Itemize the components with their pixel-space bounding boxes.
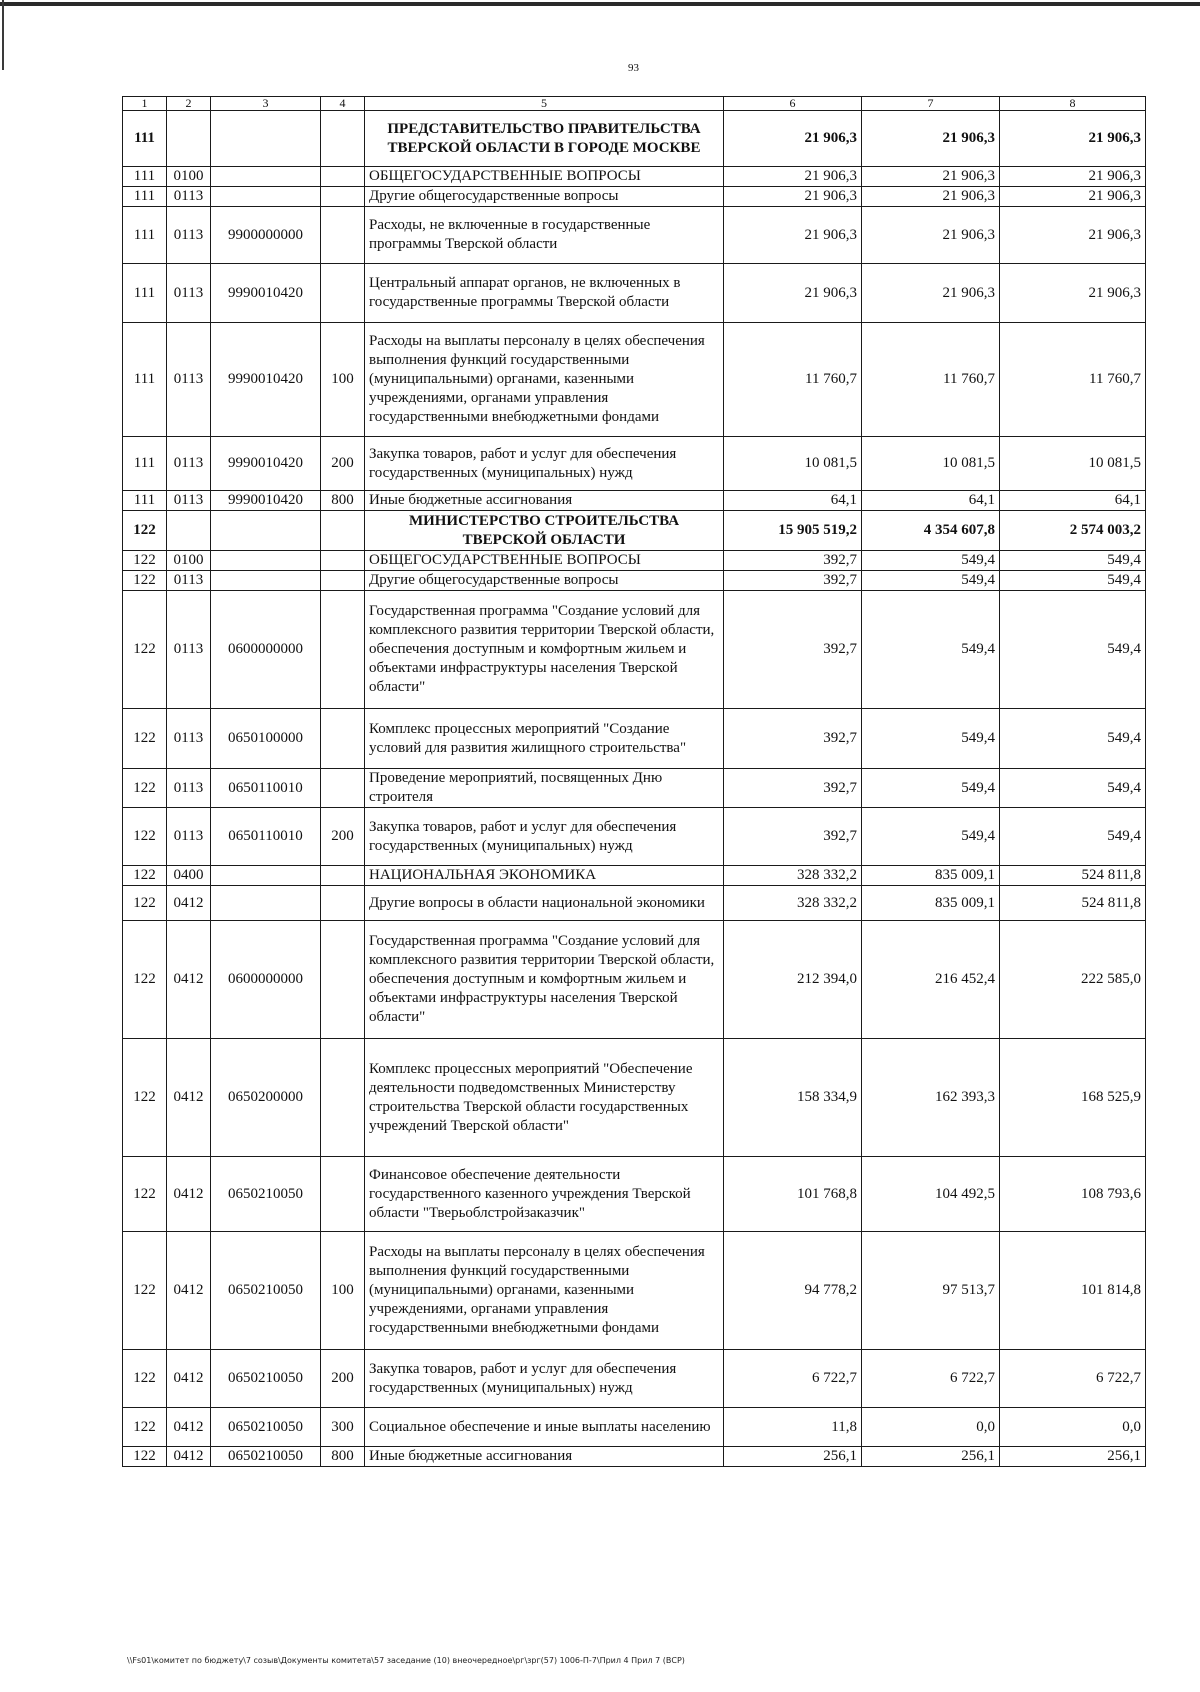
target-item-cell: 9990010420	[211, 437, 321, 491]
description-cell: Комплекс процессных мероприятий "Обеспечение деятельности подведомственных Министерству строительства Тверской области государственных учреждений Тверской области"	[365, 1039, 724, 1157]
expense-type-cell	[321, 511, 365, 551]
expense-type-cell	[321, 591, 365, 709]
description-cell: Проведение мероприятий, посвященных Дню строителя	[365, 769, 724, 808]
target-item-cell: 9990010420	[211, 323, 321, 437]
expense-type-cell	[321, 207, 365, 264]
section-code-cell: 0412	[167, 1408, 211, 1447]
amount-col8-cell: 21 906,3	[1000, 187, 1146, 207]
expense-type-cell: 800	[321, 1447, 365, 1467]
amount-col7-cell: 97 513,7	[862, 1232, 1000, 1350]
expense-type-cell: 200	[321, 437, 365, 491]
amount-col8-cell: 108 793,6	[1000, 1157, 1146, 1232]
amount-col6-cell: 6 722,7	[724, 1350, 862, 1408]
section-code-cell: 0400	[167, 866, 211, 886]
section-code-cell	[167, 111, 211, 167]
amount-col6-cell: 21 906,3	[724, 207, 862, 264]
amount-col6-cell: 392,7	[724, 571, 862, 591]
amount-col6-cell: 328 332,2	[724, 866, 862, 886]
table-row	[123, 491, 1146, 511]
target-item-cell: 9990010420	[211, 491, 321, 511]
target-item-cell	[211, 866, 321, 886]
amount-col8-cell: 549,4	[1000, 551, 1146, 571]
amount-col6-cell: 10 081,5	[724, 437, 862, 491]
header-cell: 3	[211, 97, 321, 111]
description-cell: Иные бюджетные ассигнования	[365, 1447, 724, 1467]
description-cell: Расходы на выплаты персоналу в целях обеспечения выполнения функций государственными (муниципальными) органами, казенными учреждениями, органами управления государственными внебюджетными фондами	[365, 1232, 724, 1350]
target-item-cell: 0650210050	[211, 1232, 321, 1350]
admin-code-cell: 111	[123, 323, 167, 437]
header-cell: 6	[724, 97, 862, 111]
admin-code-cell: 111	[123, 111, 167, 167]
description-cell: Иные бюджетные ассигнования	[365, 491, 724, 511]
admin-code-cell: 122	[123, 921, 167, 1039]
description-cell: Закупка товаров, работ и услуг для обеспечения государственных (муниципальных) нужд	[365, 808, 724, 866]
expense-type-cell	[321, 571, 365, 591]
section-code-cell: 0412	[167, 1157, 211, 1232]
section-code-cell: 0412	[167, 1232, 211, 1350]
description-cell: Расходы на выплаты персоналу в целях обеспечения выполнения функций государственными (муниципальными) органами, казенными учреждениями, органами управления государственными внебюджетными фондами	[365, 323, 724, 437]
expense-type-cell: 100	[321, 323, 365, 437]
admin-code-cell: 122	[123, 511, 167, 551]
target-item-cell	[211, 551, 321, 571]
amount-col7-cell: 549,4	[862, 709, 1000, 769]
section-code-cell: 0113	[167, 591, 211, 709]
amount-col8-cell: 549,4	[1000, 571, 1146, 591]
section-code-cell: 0113	[167, 437, 211, 491]
description-cell: Расходы, не включенные в государственные программы Тверской области	[365, 207, 724, 264]
amount-col8-cell: 6 722,7	[1000, 1350, 1146, 1408]
section-code-cell: 0100	[167, 551, 211, 571]
amount-col8-cell: 21 906,3	[1000, 264, 1146, 323]
amount-col8-cell: 168 525,9	[1000, 1039, 1146, 1157]
amount-col8-cell: 101 814,8	[1000, 1232, 1146, 1350]
description-cell: Закупка товаров, работ и услуг для обеспечения государственных (муниципальных) нужд	[365, 437, 724, 491]
target-item-cell: 0650100000	[211, 709, 321, 769]
section-code-cell: 0113	[167, 187, 211, 207]
description-cell: ПРЕДСТАВИТЕЛЬСТВО ПРАВИТЕЛЬСТВА ТВЕРСКОЙ ОБЛАСТИ В ГОРОДЕ МОСКВЕ	[365, 111, 724, 167]
admin-code-cell: 122	[123, 866, 167, 886]
amount-col8-cell: 11 760,7	[1000, 323, 1146, 437]
expense-type-cell	[321, 1157, 365, 1232]
amount-col7-cell: 0,0	[862, 1408, 1000, 1447]
section-code-cell	[167, 511, 211, 551]
admin-code-cell: 122	[123, 1447, 167, 1467]
section-code-cell: 0113	[167, 709, 211, 769]
description-cell: Центральный аппарат органов, не включенных в государственные программы Тверской области	[365, 264, 724, 323]
expense-type-cell: 100	[321, 1232, 365, 1350]
expense-type-cell	[321, 111, 365, 167]
amount-col6-cell: 21 906,3	[724, 187, 862, 207]
table-row	[123, 1157, 1146, 1232]
section-code-cell: 0113	[167, 571, 211, 591]
table-row	[123, 437, 1146, 491]
section-code-cell: 0113	[167, 808, 211, 866]
amount-col8-cell: 21 906,3	[1000, 111, 1146, 167]
page-number: 93	[628, 62, 639, 74]
amount-col8-cell: 64,1	[1000, 491, 1146, 511]
header-cell: 5	[365, 97, 724, 111]
table-row	[123, 167, 1146, 187]
header-cell: 8	[1000, 97, 1146, 111]
description-cell: Закупка товаров, работ и услуг для обеспечения государственных (муниципальных) нужд	[365, 1350, 724, 1408]
table-row	[123, 207, 1146, 264]
amount-col8-cell: 549,4	[1000, 808, 1146, 866]
amount-col6-cell: 392,7	[724, 591, 862, 709]
amount-col8-cell: 21 906,3	[1000, 207, 1146, 264]
amount-col6-cell: 94 778,2	[724, 1232, 862, 1350]
amount-col7-cell: 4 354 607,8	[862, 511, 1000, 551]
admin-code-cell: 122	[123, 571, 167, 591]
amount-col6-cell: 392,7	[724, 808, 862, 866]
admin-code-cell: 122	[123, 1350, 167, 1408]
section-code-cell: 0412	[167, 1350, 211, 1408]
scan-border-top	[0, 2, 1200, 6]
description-cell: НАЦИОНАЛЬНАЯ ЭКОНОМИКА	[365, 866, 724, 886]
section-code-cell: 0412	[167, 886, 211, 921]
admin-code-cell: 111	[123, 207, 167, 264]
admin-code-cell: 122	[123, 591, 167, 709]
admin-code-cell: 111	[123, 491, 167, 511]
target-item-cell: 0650200000	[211, 1039, 321, 1157]
table-row	[123, 551, 1146, 571]
target-item-cell: 9900000000	[211, 207, 321, 264]
amount-col6-cell: 21 906,3	[724, 264, 862, 323]
amount-col6-cell: 21 906,3	[724, 167, 862, 187]
admin-code-cell: 111	[123, 167, 167, 187]
amount-col6-cell: 101 768,8	[724, 1157, 862, 1232]
amount-col7-cell: 21 906,3	[862, 207, 1000, 264]
expense-type-cell: 200	[321, 808, 365, 866]
amount-col6-cell: 15 905 519,2	[724, 511, 862, 551]
expense-type-cell	[321, 551, 365, 571]
amount-col7-cell: 21 906,3	[862, 111, 1000, 167]
target-item-cell	[211, 511, 321, 551]
section-code-cell: 0412	[167, 1039, 211, 1157]
table-row	[123, 1350, 1146, 1408]
table-row	[123, 187, 1146, 207]
target-item-cell: 0600000000	[211, 591, 321, 709]
description-cell: Другие общегосударственные вопросы	[365, 187, 724, 207]
amount-col8-cell: 549,4	[1000, 769, 1146, 808]
target-item-cell: 0650210050	[211, 1408, 321, 1447]
admin-code-cell: 122	[123, 886, 167, 921]
header-cell: 7	[862, 97, 1000, 111]
amount-col6-cell: 212 394,0	[724, 921, 862, 1039]
amount-col8-cell: 524 811,8	[1000, 886, 1146, 921]
target-item-cell: 0600000000	[211, 921, 321, 1039]
amount-col8-cell: 549,4	[1000, 709, 1146, 769]
section-code-cell: 0113	[167, 323, 211, 437]
table-row	[123, 921, 1146, 1039]
description-cell: ОБЩЕГОСУДАРСТВЕННЫЕ ВОПРОСЫ	[365, 551, 724, 571]
amount-col6-cell: 328 332,2	[724, 886, 862, 921]
table-row	[123, 111, 1146, 167]
target-item-cell: 0650210050	[211, 1447, 321, 1467]
amount-col7-cell: 216 452,4	[862, 921, 1000, 1039]
section-code-cell: 0412	[167, 1447, 211, 1467]
section-code-cell: 0113	[167, 491, 211, 511]
expense-type-cell	[321, 769, 365, 808]
table-row	[123, 571, 1146, 591]
admin-code-cell: 122	[123, 709, 167, 769]
amount-col7-cell: 162 393,3	[862, 1039, 1000, 1157]
target-item-cell: 0650110010	[211, 808, 321, 866]
description-cell: Другие общегосударственные вопросы	[365, 571, 724, 591]
amount-col8-cell: 256,1	[1000, 1447, 1146, 1467]
header-cell: 4	[321, 97, 365, 111]
description-cell: МИНИСТЕРСТВО СТРОИТЕЛЬСТВА ТВЕРСКОЙ ОБЛАСТИ	[365, 511, 724, 551]
target-item-cell	[211, 187, 321, 207]
amount-col8-cell: 222 585,0	[1000, 921, 1146, 1039]
admin-code-cell: 122	[123, 769, 167, 808]
table-row	[123, 511, 1146, 551]
amount-col7-cell: 6 722,7	[862, 1350, 1000, 1408]
admin-code-cell: 122	[123, 1157, 167, 1232]
amount-col6-cell: 392,7	[724, 551, 862, 571]
admin-code-cell: 111	[123, 437, 167, 491]
admin-code-cell: 122	[123, 808, 167, 866]
description-cell: Социальное обеспечение и иные выплаты населению	[365, 1408, 724, 1447]
description-cell: Государственная программа "Создание условий для комплексного развития территории Тверской области, обеспечения доступным и комфортным жильем и объектами инфраструктуры населения Тверской области"	[365, 921, 724, 1039]
table-row	[123, 709, 1146, 769]
amount-col7-cell: 549,4	[862, 769, 1000, 808]
amount-col6-cell: 21 906,3	[724, 111, 862, 167]
admin-code-cell: 122	[123, 1232, 167, 1350]
target-item-cell	[211, 167, 321, 187]
expense-type-cell	[321, 167, 365, 187]
target-item-cell	[211, 571, 321, 591]
expense-type-cell	[321, 709, 365, 769]
amount-col8-cell: 2 574 003,2	[1000, 511, 1146, 551]
amount-col8-cell: 0,0	[1000, 1408, 1146, 1447]
target-item-cell: 9990010420	[211, 264, 321, 323]
amount-col7-cell: 10 081,5	[862, 437, 1000, 491]
expense-type-cell	[321, 866, 365, 886]
table-row	[123, 1039, 1146, 1157]
amount-col7-cell: 11 760,7	[862, 323, 1000, 437]
table-row	[123, 769, 1146, 808]
amount-col6-cell: 11 760,7	[724, 323, 862, 437]
expense-type-cell: 300	[321, 1408, 365, 1447]
amount-col6-cell: 158 334,9	[724, 1039, 862, 1157]
table-row	[123, 1408, 1146, 1447]
target-item-cell	[211, 886, 321, 921]
table-row	[123, 808, 1146, 866]
admin-code-cell: 122	[123, 1408, 167, 1447]
table-header-row	[123, 97, 1146, 111]
amount-col7-cell: 835 009,1	[862, 886, 1000, 921]
amount-col6-cell: 64,1	[724, 491, 862, 511]
target-item-cell: 0650210050	[211, 1350, 321, 1408]
description-cell: Другие вопросы в области национальной экономики	[365, 886, 724, 921]
section-code-cell: 0100	[167, 167, 211, 187]
scan-border-left	[2, 0, 4, 70]
target-item-cell: 0650110010	[211, 769, 321, 808]
description-cell: Финансовое обеспечение деятельности государственного казенного учреждения Тверской области "Тверьоблстройзаказчик"	[365, 1157, 724, 1232]
section-code-cell: 0113	[167, 769, 211, 808]
table-row	[123, 1447, 1146, 1467]
amount-col7-cell: 21 906,3	[862, 167, 1000, 187]
amount-col8-cell: 549,4	[1000, 591, 1146, 709]
section-code-cell: 0412	[167, 921, 211, 1039]
description-cell: Комплекс процессных мероприятий "Создание условий для развития жилищного строительства"	[365, 709, 724, 769]
amount-col7-cell: 21 906,3	[862, 187, 1000, 207]
header-cell: 2	[167, 97, 211, 111]
amount-col6-cell: 11,8	[724, 1408, 862, 1447]
amount-col7-cell: 64,1	[862, 491, 1000, 511]
amount-col7-cell: 835 009,1	[862, 866, 1000, 886]
amount-col7-cell: 549,4	[862, 591, 1000, 709]
admin-code-cell: 122	[123, 1039, 167, 1157]
amount-col6-cell: 392,7	[724, 769, 862, 808]
amount-col6-cell: 256,1	[724, 1447, 862, 1467]
file-path-footer: \\Fs01\комитет по бюджету\7 созыв\Документы комитета\57 заседание (10) внеочередное\рг\зрг(57) 1006-П-7\Прил 4 Прил 7 (ВСР)	[127, 1656, 685, 1665]
amount-col7-cell: 549,4	[862, 571, 1000, 591]
budget-table	[122, 96, 1146, 1467]
table-row	[123, 591, 1146, 709]
expense-type-cell	[321, 1039, 365, 1157]
amount-col8-cell: 10 081,5	[1000, 437, 1146, 491]
description-cell: ОБЩЕГОСУДАРСТВЕННЫЕ ВОПРОСЫ	[365, 167, 724, 187]
amount-col6-cell: 392,7	[724, 709, 862, 769]
expense-type-cell	[321, 264, 365, 323]
target-item-cell	[211, 111, 321, 167]
section-code-cell: 0113	[167, 264, 211, 323]
expense-type-cell: 800	[321, 491, 365, 511]
expense-type-cell	[321, 886, 365, 921]
table-row	[123, 1232, 1146, 1350]
admin-code-cell: 122	[123, 551, 167, 571]
amount-col7-cell: 549,4	[862, 551, 1000, 571]
table-row	[123, 886, 1146, 921]
amount-col7-cell: 549,4	[862, 808, 1000, 866]
target-item-cell: 0650210050	[211, 1157, 321, 1232]
admin-code-cell: 111	[123, 264, 167, 323]
admin-code-cell: 111	[123, 187, 167, 207]
table-row	[123, 323, 1146, 437]
amount-col7-cell: 104 492,5	[862, 1157, 1000, 1232]
amount-col8-cell: 524 811,8	[1000, 866, 1146, 886]
amount-col7-cell: 256,1	[862, 1447, 1000, 1467]
expense-type-cell	[321, 921, 365, 1039]
expense-type-cell: 200	[321, 1350, 365, 1408]
expense-type-cell	[321, 187, 365, 207]
table-row	[123, 264, 1146, 323]
amount-col7-cell: 21 906,3	[862, 264, 1000, 323]
section-code-cell: 0113	[167, 207, 211, 264]
description-cell: Государственная программа "Создание условий для комплексного развития территории Тверской области, обеспечения доступным и комфортным жильем и объектами инфраструктуры населения Тверской области"	[365, 591, 724, 709]
amount-col8-cell: 21 906,3	[1000, 167, 1146, 187]
table-row	[123, 866, 1146, 886]
header-cell: 1	[123, 97, 167, 111]
